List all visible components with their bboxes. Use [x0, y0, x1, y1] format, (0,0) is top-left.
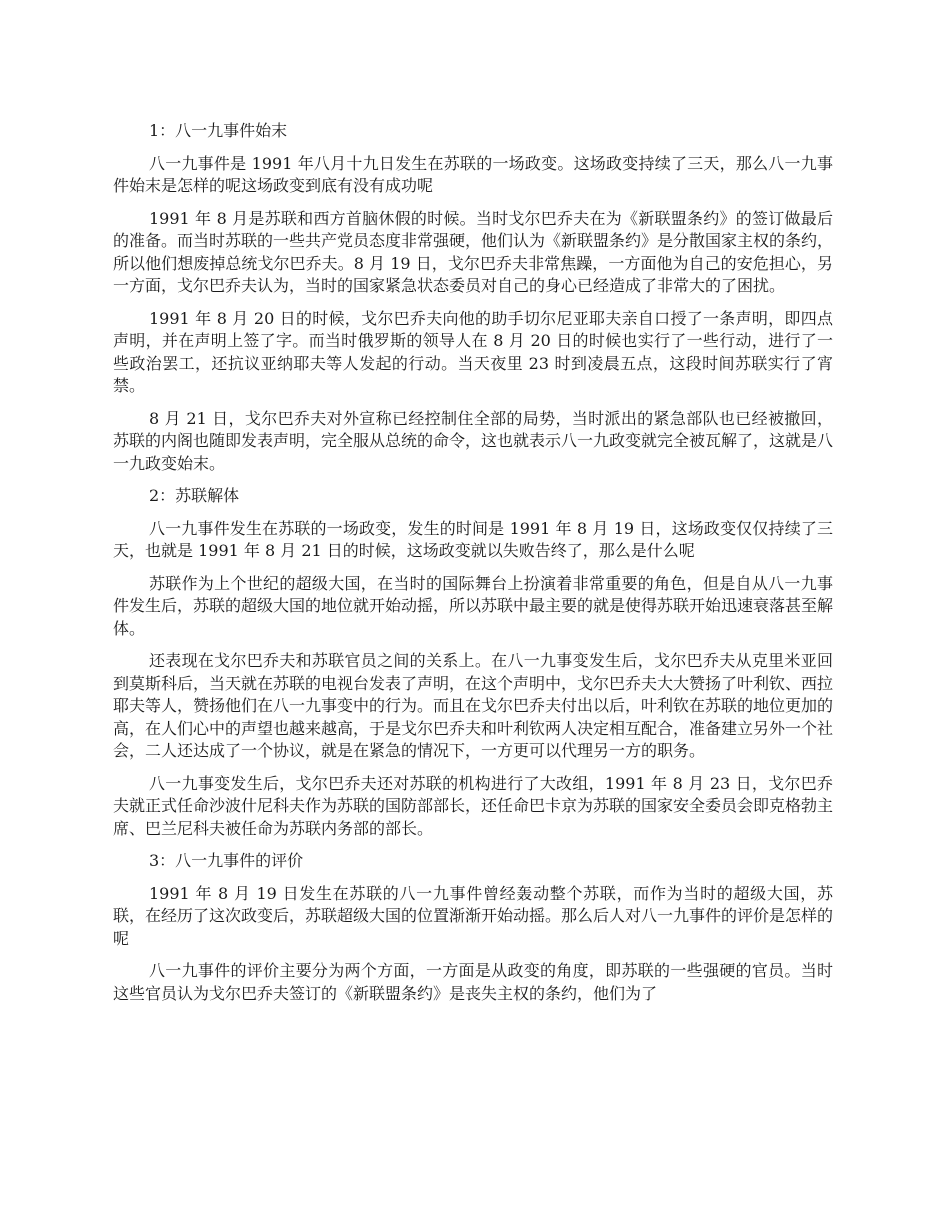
- section-heading-3: 3：八一九事件的评价: [149, 851, 304, 870]
- paragraph: 八一九事变发生后，戈尔巴乔夫还对苏联的机构进行了大改组，1991 年 8 月 23 日，戈尔巴乔夫就正式任命沙波什尼科夫作为苏联的国防部部长，还任命巴卡京为苏联的国家安全委员会即克格勃主席、巴兰尼科夫被任命为苏联内务部的部长。: [113, 773, 834, 838]
- paragraph: 还表现在戈尔巴乔夫和苏联官员之间的关系上。在八一九事变发生后，戈尔巴乔夫从克里米亚回到莫斯科后，当天就在苏联的电视台发表了声明，在这个声明中，戈尔巴乔夫大大赞扬了叶利钦、西拉耶夫等人，赞扬他们在八一九事变中的行为。而且在戈尔巴乔夫付出以后，叶利钦在苏联的地位更加的高，在人们心中的声望也越来越高，于是戈尔巴乔夫和叶利钦两人决定相互配合，准备建立另外一个社会，二人还达成了一个协议，就是在紧急的情况下，一方更可以代理另一方的职务。: [113, 651, 834, 760]
- paragraph: 8 月 21 日，戈尔巴乔夫对外宣称已经控制住全部的局势，当时派出的紧急部队也已经被撤回，苏联的内阁也随即发表声明，完全服从总统的命令，这也就表示八一九政变就完全被瓦解了，这就是八一九政变始末。: [113, 408, 834, 473]
- paragraph: 苏联作为上个世纪的超级大国，在当时的国际舞台上扮演着非常重要的角色，但是自从八一九事件发生后，苏联的超级大国的地位就开始动摇，所以苏联中最主要的就是使得苏联开始迅速衰落甚至解体。: [113, 573, 834, 638]
- paragraph: 1991 年 8 月是苏联和西方首脑休假的时候。当时戈尔巴乔夫在为《新联盟条约》的签订做最后的准备。而当时苏联的一些共产党员态度非常强硬，他们认为《新联盟条约》是分散国家主权的条约，所以他们想废掉总统戈尔巴乔夫。8 月 19 日，戈尔巴乔夫非常焦躁，一方面他为自己的安危担心，另一方面，戈尔巴乔夫认为，当时的国家紧急状态委员对自己的身心已经造成了非常大的了困扰。: [113, 208, 834, 295]
- paragraph: 八一九事件发生在苏联的一场政变，发生的时间是 1991 年 8 月 19 日，这场政变仅仅持续了三天，也就是 1991 年 8 月 21 日的时候，这场政变就以失败告终了，那么是什么呢: [113, 518, 833, 560]
- paragraph: 八一九事件的评价主要分为两个方面，一方面是从政变的角度，即苏联的一些强硬的官员。当时这些官员认为戈尔巴乔夫签订的《新联盟条约》是丧失主权的条约，他们为了: [113, 961, 833, 1003]
- section-heading-1: 1：八一九事件始末: [149, 121, 288, 140]
- section-heading-2: 2：苏联解体: [149, 486, 240, 505]
- paragraph: 1991 年 8 月 20 日的时候，戈尔巴乔夫向他的助手切尔尼亚耶夫亲自口授了一条声明，即四点声明，并在声明上签了字。而当时俄罗斯的领导人在 8 月 20 日的时候也实行了一些行动，进行了一些政治罢工，还抗议亚纳耶夫等人发起的行动。当天夜里 23 时到凌晨五点，这段时间苏联实行了宵禁。: [113, 308, 833, 395]
- document-page: [113, 120, 833, 1015]
- paragraph: 八一九事件是 1991 年八月十九日发生在苏联的一场政变。这场政变持续了三天，那么八一九事件始末是怎样的呢这场政变到底有没有成功呢: [113, 153, 833, 195]
- paragraph: 1991 年 8 月 19 日发生在苏联的八一九事件曾经轰动整个苏联，而作为当时的超级大国，苏联，在经历了这次政变后，苏联超级大国的位置渐渐开始动摇。那么后人对八一九事件的评价是怎样的呢: [113, 883, 834, 948]
